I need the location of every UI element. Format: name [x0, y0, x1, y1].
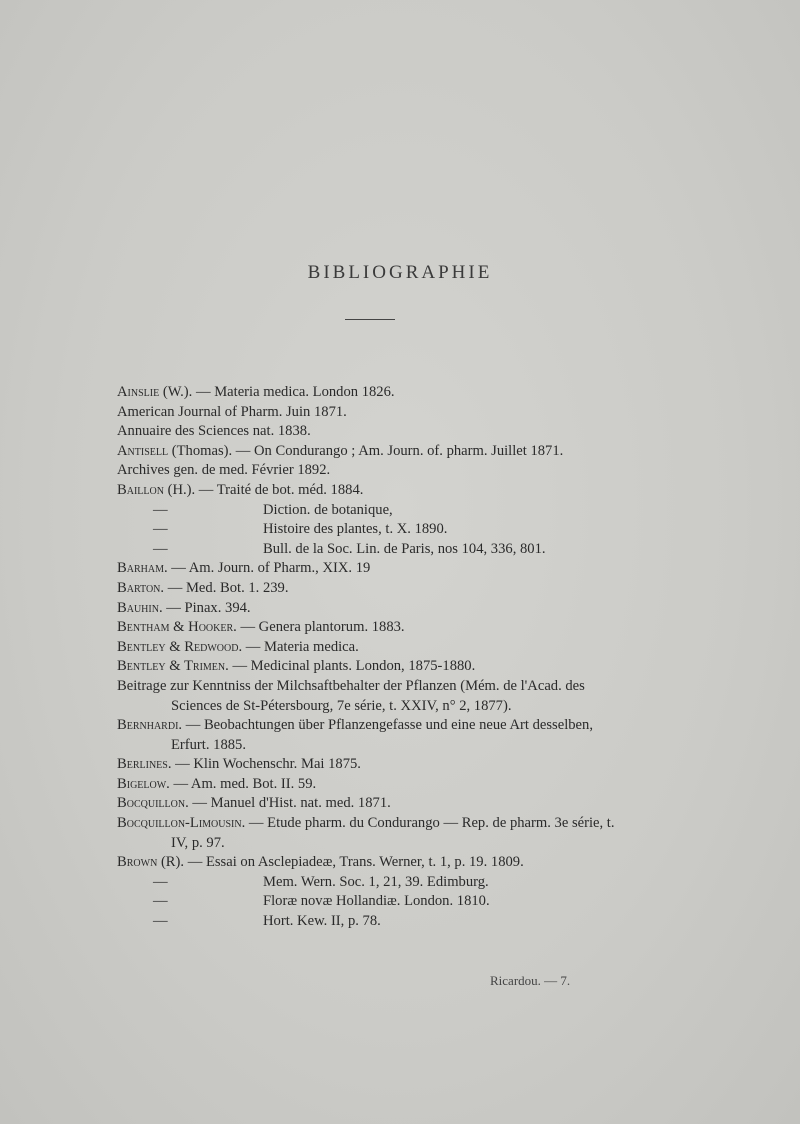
- entry-text: . — Manuel d'Hist. nat. med. 1871.: [185, 795, 391, 812]
- bibliography-entry: [117, 520, 617, 540]
- bibliography-entry: [117, 657, 617, 677]
- entry-text: . — Genera plantorum. 1883.: [233, 619, 405, 636]
- bibliography-entry: [117, 638, 617, 658]
- entry-author: Bentley & Redwood: [117, 638, 239, 655]
- bibliography-entry: [117, 618, 617, 638]
- entry-author: Bernhardi: [117, 717, 179, 734]
- entry-author: Brown: [117, 854, 158, 871]
- bibliography-list: [117, 383, 617, 932]
- entry-text: Hort. Kew. II, p. 78.: [263, 913, 381, 930]
- entry-text: . — Beobachtungen über Pflanzengefasse und eine neue Art desselben, Erfurt. 1885.: [171, 717, 593, 753]
- bibliography-entry: [117, 403, 617, 423]
- bibliography-entry: [117, 540, 617, 560]
- bibliography-entry: [117, 912, 617, 932]
- bibliography-entry: [117, 873, 617, 893]
- entry-text: (H.). — Traité de bot. méd. 1884.: [163, 481, 364, 498]
- entry-text: Bull. de la Soc. Lin. de Paris, nos 104, 336, 801.: [263, 540, 546, 557]
- entry-text: (W.). — Materia medica. London 1826.: [159, 384, 395, 400]
- entry-text: Mem. Wern. Soc. 1, 21, 39. Edimburg.: [263, 873, 489, 890]
- heading-rule: [345, 319, 395, 320]
- bibliography-entry: [117, 501, 617, 521]
- bibliography-entry: [117, 814, 617, 853]
- signature-mark: Ricardou. — 7.: [490, 973, 571, 988]
- bibliography-entry: [117, 775, 617, 795]
- bibliography-entry: [117, 422, 617, 442]
- bibliography-entry: [117, 716, 617, 755]
- bibliography-entry: [117, 853, 617, 873]
- entry-author: Bentley & Trimen: [117, 658, 226, 675]
- entry-text: . — Klin Wochenschr. Mai 1875.: [167, 756, 361, 773]
- ditto-dash: —: [153, 913, 168, 930]
- entry-text: Annuaire des Sciences nat. 1838.: [117, 423, 311, 440]
- entry-text: (Thomas). — On Condurango ; Am. Journ. of. pharm. Juillet 1871.: [168, 442, 564, 459]
- entry-author: Antisell: [117, 442, 169, 459]
- ditto-dash: —: [153, 893, 168, 910]
- entry-text: . — Pinax. 394.: [158, 599, 251, 616]
- entry-text: . — Med. Bot. 1. 239.: [160, 579, 289, 596]
- ditto-dash: —: [153, 501, 168, 518]
- entry-text: Histoire des plantes, t. X. 1890.: [263, 521, 448, 538]
- entry-author: Barton: [117, 579, 161, 596]
- entry-author: Bauhin: [117, 599, 159, 616]
- bibliography-entry: [117, 481, 617, 501]
- entry-text: (R). — Essai on Asclepiadeæ, Trans. Werner, t. 1, p. 19. 1809.: [157, 854, 524, 871]
- entry-author: Bocquillon: [117, 795, 186, 812]
- entry-text: . — Medicinal plants. London, 1875-1880.: [225, 658, 476, 675]
- ditto-dash: —: [153, 521, 168, 538]
- entry-text: . — Etude pharm. du Condurango — Rep. de pharm. 3e série, t. IV, p. 97.: [171, 815, 615, 851]
- entry-text: . — Am. med. Bot. II. 59.: [166, 775, 317, 792]
- bibliography-entry: [117, 892, 617, 912]
- entry-text: Diction. de botanique,: [263, 501, 393, 518]
- entry-author: Baillon: [117, 481, 164, 498]
- entry-author: Barham: [117, 560, 164, 577]
- entry-text: Archives gen. de med. Février 1892.: [117, 462, 331, 479]
- bibliography-entry: [117, 599, 617, 619]
- ditto-dash: —: [153, 873, 168, 890]
- bibliography-entry: [117, 677, 617, 716]
- entry-text: . — Materia medica.: [238, 638, 359, 655]
- bibliography-entry: [117, 794, 617, 814]
- entry-author: Bentham & Hooker: [117, 619, 234, 636]
- entry-text: . — Am. Journ. of Pharm., XIX. 19: [163, 560, 371, 577]
- entry-text: Beitrage zur Kenntniss der Milchsaftbehalter der Pflanzen (Mém. de l'Acad. des Sciences de St-Pétersbourg, 7e série, t. XXIV, n° 2, 1877).: [117, 677, 585, 714]
- entry-author: Berlines: [117, 756, 168, 773]
- entry-text: American Journal of Pharm. Juin 1871.: [117, 403, 347, 420]
- bibliography-entry: [117, 755, 617, 775]
- entry-author: Ainslie: [117, 384, 160, 400]
- bibliography-entry: [117, 559, 617, 579]
- entry-author: Bocquillon-Limousin: [117, 815, 242, 832]
- entry-text: Floræ novæ Hollandiæ. London. 1810.: [263, 893, 490, 910]
- bibliography-entry: [117, 579, 617, 599]
- bibliography-entry: [117, 383, 617, 403]
- bibliography-entry: [117, 461, 617, 481]
- entry-author: Bigelow: [117, 775, 167, 792]
- page-heading: BIBLIOGRAPHIE: [307, 262, 493, 283]
- bibliography-entry: [117, 442, 617, 462]
- ditto-dash: —: [153, 540, 168, 557]
